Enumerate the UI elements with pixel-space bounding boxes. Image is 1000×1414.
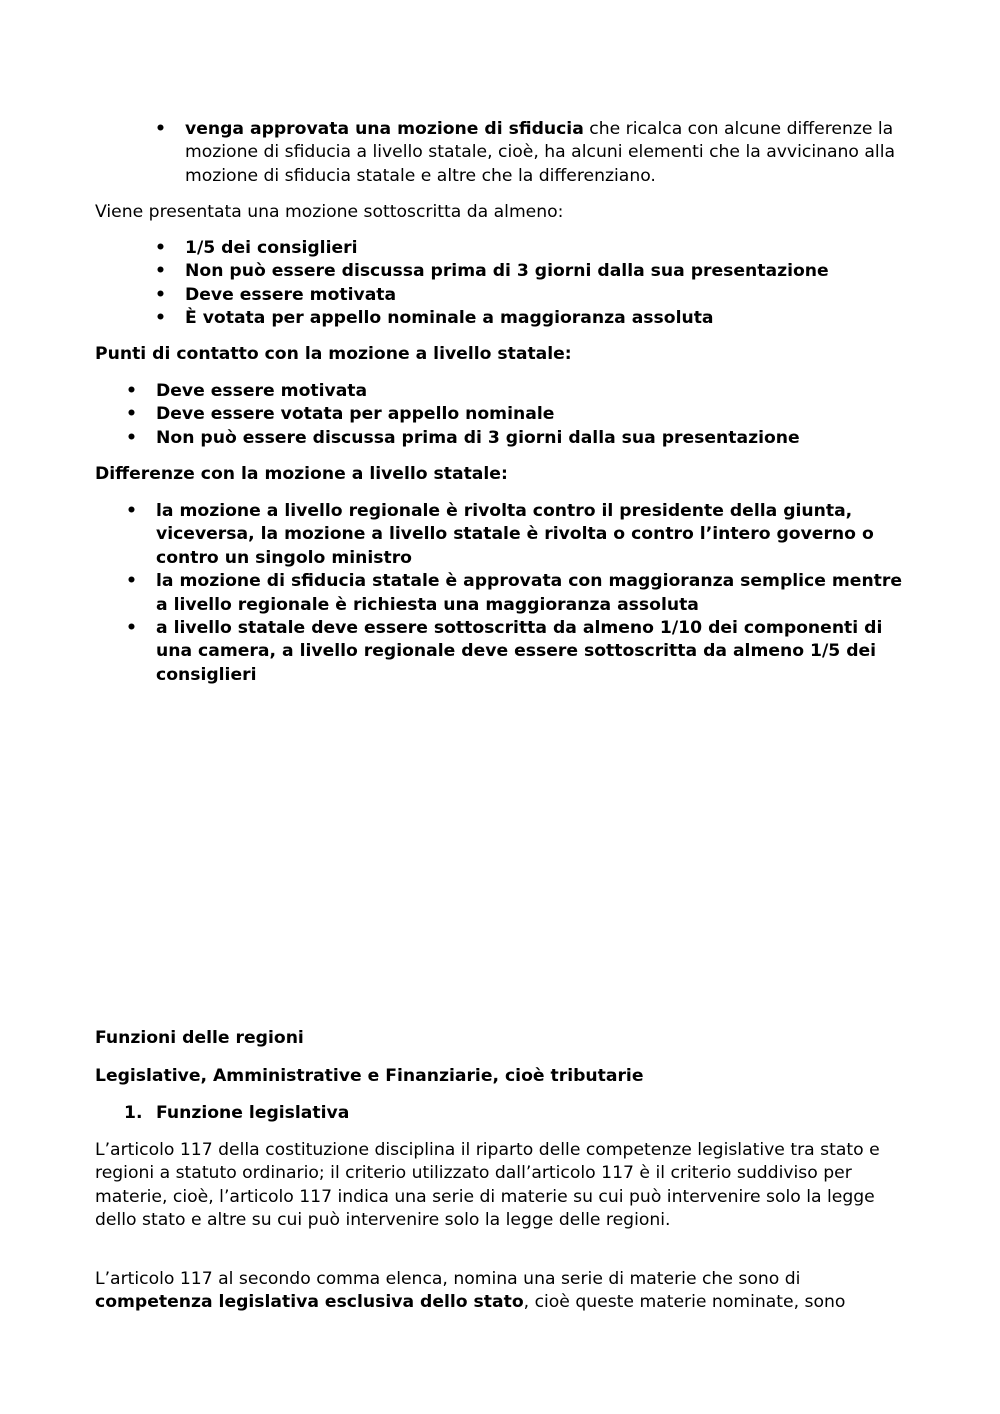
list-item: [155, 260, 910, 283]
list-item: [126, 617, 910, 687]
list-item: [126, 500, 910, 570]
list-item: [155, 307, 910, 330]
list-item-text: Deve essere motivata: [156, 381, 368, 401]
list-number: 1.: [124, 1103, 143, 1123]
bullet-icon: •: [155, 261, 166, 282]
list-item: [155, 284, 910, 307]
list-item: [126, 427, 910, 450]
bullet-icon: •: [155, 119, 166, 139]
list-item: [126, 403, 910, 426]
list-item: [126, 380, 910, 403]
bullet-icon: •: [155, 284, 166, 305]
paragraph-text: , cioè queste materie nominate, sono: [523, 1292, 846, 1313]
heading-funzioni: Funzioni delle regioni: [95, 1028, 304, 1048]
list-item-text: Deve essere votata per appello nominale: [156, 404, 555, 425]
paragraph-secondo-comma: [95, 1268, 910, 1315]
list-item-text: Funzione legislativa: [156, 1103, 350, 1123]
list-requirements: [155, 237, 910, 331]
list-item-text: a livello statale deve essere sottoscritta da almeno 1/10 dei componenti di una camera, a livello regionale deve essere sottoscritta da almeno 1/5 dei consiglieri: [156, 618, 883, 685]
list-item-text: Non può essere discussa prima di 3 giorni dalla sua presentazione: [185, 261, 829, 282]
bullet-icon: •: [126, 381, 137, 401]
list-item: [126, 570, 910, 617]
paragraph-intro: Viene presentata una mozione sottoscritta da almeno:: [95, 202, 564, 222]
list-item-text: che ricalca con alcune differenze la mozione di sfiducia a livello statale, cioè, ha alcuni elementi che la avvicinano alla mozione di sfiducia statale e altre che la differenziano.: [185, 119, 896, 186]
bullet-icon: •: [126, 501, 137, 521]
list-sfiducia-intro: [155, 118, 910, 188]
list-item: [155, 118, 910, 188]
list-contatto: [126, 380, 910, 450]
list-item-text: È votata per appello nominale a maggioranza assoluta: [185, 308, 714, 329]
list-item-text: Non può essere discussa prima di 3 giorni dalla sua presentazione: [156, 427, 800, 448]
bullet-icon: •: [155, 308, 166, 329]
bullet-icon: •: [155, 238, 166, 258]
numbered-list: [124, 1102, 910, 1125]
list-item-text: la mozione a livello regionale è rivolta contro il presidente della giunta, viceversa, la mozione a livello statale è rivolta o contro l’intero governo o contro un singolo ministro: [156, 501, 874, 568]
paragraph-bold: competenza legislativa esclusiva dello stato: [95, 1292, 524, 1313]
list-differenze: [126, 500, 910, 687]
bullet-icon: •: [126, 618, 137, 639]
paragraph-text: L’articolo 117 al secondo comma elenca, nomina una serie di materie che sono di: [95, 1269, 801, 1289]
heading-contatto: Punti di contatto con la mozione a livello statale:: [95, 344, 572, 364]
list-item-text: la mozione di sfiducia statale è approvata con maggioranza semplice mentre a livello regionale è richiesta una maggioranza assoluta: [156, 571, 903, 615]
heading-differenze: Differenze con la mozione a livello statale:: [95, 464, 508, 484]
list-item-text: Deve essere motivata: [185, 284, 397, 305]
bullet-icon: •: [126, 571, 137, 592]
heading-categorie: Legislative, Amministrative e Finanziarie, cioè tributarie: [95, 1066, 644, 1086]
bullet-icon: •: [126, 427, 137, 448]
list-item: [124, 1102, 910, 1125]
list-item-bold: venga approvata una mozione di sfiducia: [185, 119, 584, 139]
list-item: [155, 237, 910, 260]
bullet-icon: •: [126, 404, 137, 425]
list-item-text: 1/5 dei consiglieri: [185, 238, 358, 258]
paragraph-articolo-117: L’articolo 117 della costituzione disciplina il riparto delle competenze legislative tra stato e regioni a statuto ordinario; il criterio utilizzato dall’articolo 117 è il criterio suddiviso per materie, cioè, l’articolo 117 indica una serie di materie su cui può intervenire solo la legge dello stato e altre su cui può intervenire solo la legge delle regioni.: [95, 1140, 880, 1231]
